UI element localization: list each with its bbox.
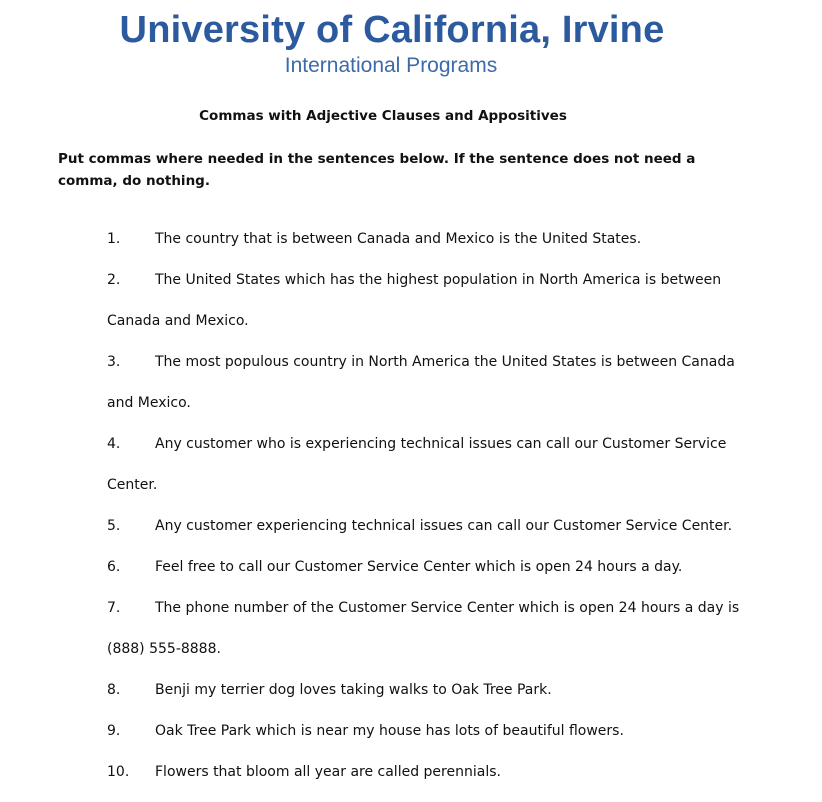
- exercise-item: [107, 556, 747, 597]
- exercise-sentence: Feel free to call our Customer Service Center which is open 24 hours a day.: [155, 559, 683, 575]
- exercise-sentence: The most populous country in North America the United States is between Canada: [155, 354, 735, 370]
- exercise-item: [107, 720, 747, 761]
- exercise-number: 4.: [107, 436, 121, 452]
- exercise-sentence: The United States which has the highest population in North America is between: [155, 272, 722, 288]
- exercise-number: 9.: [107, 723, 121, 739]
- exercise-number: 10.: [107, 764, 130, 780]
- exercise-number: 5.: [107, 518, 121, 534]
- exercise-sentence: The phone number of the Customer Service Center which is open 24 hours a day is: [155, 600, 740, 616]
- exercise-item: [107, 597, 747, 638]
- exercise-item: [107, 515, 747, 556]
- exercise-sentence: The country that is between Canada and Mexico is the United States.: [155, 231, 642, 247]
- worksheet-instructions: Put commas where needed in the sentences below. If the sentence does not need a comma, do nothing.: [58, 151, 696, 189]
- exercise-number: 8.: [107, 682, 121, 698]
- exercise-sentence: Flowers that bloom all year are called perennials.: [155, 764, 501, 780]
- program-name: International Programs: [284, 54, 498, 77]
- exercise-number: 7.: [107, 600, 121, 616]
- exercise-item: [107, 433, 747, 474]
- exercise-sentence-continuation: and Mexico.: [107, 395, 191, 411]
- exercise-item: [107, 761, 747, 802]
- exercise-item: [107, 228, 747, 269]
- exercise-sentence: Oak Tree Park which is near my house has lots of beautiful flowers.: [155, 723, 624, 739]
- exercise-number: 1.: [107, 231, 121, 247]
- exercise-number: 2.: [107, 272, 121, 288]
- exercise-item: [107, 351, 747, 392]
- worksheet-title: Commas with Adjective Clauses and Appositives: [199, 108, 567, 124]
- exercise-sentence: Any customer who is experiencing technical issues can call our Customer Service: [155, 436, 727, 452]
- exercise-sentence-continuation: Center.: [107, 477, 158, 493]
- exercise-number: 3.: [107, 354, 121, 370]
- exercise-item: [107, 679, 747, 720]
- document-header: [0, 8, 822, 79]
- exercise-sentence: Any customer experiencing technical issues can call our Customer Service Center.: [155, 518, 733, 534]
- exercise-sentence-continuation: Canada and Mexico.: [107, 313, 249, 329]
- exercise-number: 6.: [107, 559, 121, 575]
- exercise-sentence-continuation: (888) 555-8888.: [107, 641, 221, 657]
- exercise-list: [107, 228, 747, 802]
- university-name: University of California, Irvine: [119, 9, 665, 51]
- exercise-item: [107, 269, 747, 310]
- exercise-sentence: Benji my terrier dog loves taking walks to Oak Tree Park.: [155, 682, 552, 698]
